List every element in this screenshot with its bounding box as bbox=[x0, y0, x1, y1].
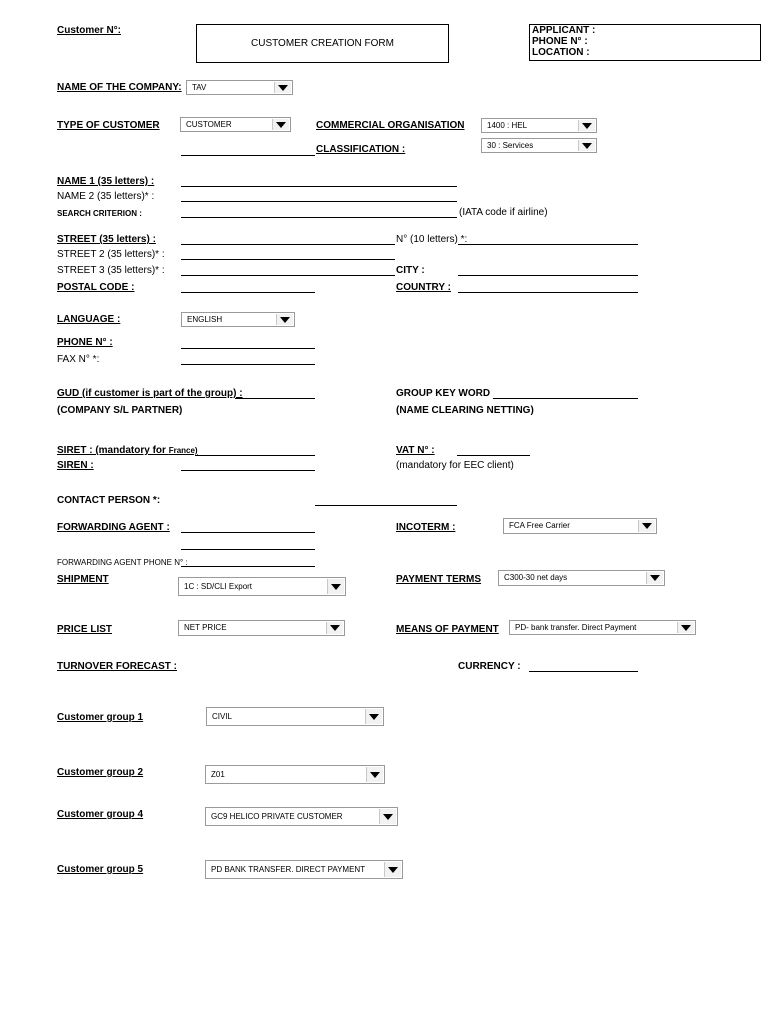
customer-group-4-value: GC9 HELICO PRIVATE CUSTOMER bbox=[211, 811, 343, 821]
chevron-down-icon[interactable] bbox=[326, 622, 343, 634]
customer-group-5-select[interactable] bbox=[205, 860, 403, 879]
means-of-payment-value: PD- bank transfer. Direct Payment bbox=[515, 622, 637, 632]
forwarding-agent-field[interactable] bbox=[181, 532, 315, 533]
customer-group-1-select[interactable] bbox=[206, 707, 384, 726]
chevron-down-icon[interactable] bbox=[274, 82, 291, 93]
name2-field[interactable] bbox=[181, 201, 457, 202]
customer-group-5-value: PD BANK TRANSFER. DIRECT PAYMENT bbox=[211, 864, 366, 874]
customer-type-select[interactable] bbox=[180, 117, 291, 132]
incoterm-label: INCOTERM : bbox=[396, 522, 456, 533]
siren-field[interactable] bbox=[181, 470, 315, 471]
street3-label: STREET 3 (35 letters)* : bbox=[57, 265, 165, 276]
forwarding-agent-phone-label: FORWARDING AGENT PHONE N° : bbox=[57, 558, 188, 567]
turnover-forecast-label: TURNOVER FORECAST : bbox=[57, 661, 177, 672]
customer-type-value: CUSTOMER bbox=[186, 119, 232, 129]
customer-number-label: Customer N°: bbox=[57, 25, 122, 36]
price-list-value: NET PRICE bbox=[184, 623, 227, 632]
gud-field[interactable] bbox=[235, 398, 315, 399]
customer-type-underline bbox=[181, 155, 315, 156]
incoterm-value: FCA Free Carrier bbox=[509, 521, 570, 530]
customer-group-2-label: Customer group 2 bbox=[57, 767, 144, 778]
partner-label: (COMPANY S/L PARTNER) bbox=[57, 405, 183, 416]
siren-label: SIREN : bbox=[57, 460, 94, 471]
name1-label: NAME 1 (35 letters) : bbox=[57, 176, 155, 187]
payment-terms-select[interactable] bbox=[498, 570, 665, 586]
siret-label bbox=[57, 445, 198, 457]
street-label: STREET (35 letters) : bbox=[57, 234, 156, 245]
search-criterion-field[interactable] bbox=[181, 217, 457, 218]
name1-field[interactable] bbox=[181, 186, 457, 187]
commercial-org-select[interactable] bbox=[481, 118, 597, 133]
company-name-select[interactable] bbox=[186, 80, 293, 95]
customer-type-label: TYPE OF CUSTOMER bbox=[57, 120, 160, 131]
classification-label: CLASSIFICATION : bbox=[316, 144, 406, 155]
name2-label: NAME 2 (35 letters)* : bbox=[57, 191, 155, 202]
forwarding-agent-phone-field[interactable] bbox=[181, 566, 315, 567]
incoterm-select[interactable] bbox=[503, 518, 657, 534]
customer-group-2-value: Z01 bbox=[211, 769, 225, 779]
group-key-word-label: GROUP KEY WORD bbox=[396, 388, 491, 399]
location-label: LOCATION : bbox=[532, 47, 590, 58]
company-name-value: TAV bbox=[192, 82, 207, 92]
forwarding-agent-label: FORWARDING AGENT : bbox=[57, 522, 170, 533]
language-label: LANGUAGE : bbox=[57, 314, 121, 325]
currency-label: CURRENCY : bbox=[458, 661, 521, 672]
street-field[interactable] bbox=[181, 244, 395, 245]
siret-field[interactable] bbox=[195, 455, 315, 456]
gud-label: GUD (if customer is part of the group) : bbox=[57, 388, 243, 399]
clearing-label: (NAME CLEARING NETTING) bbox=[396, 405, 534, 416]
form-title: CUSTOMER CREATION FORM bbox=[251, 38, 394, 49]
fax-label: FAX N° *: bbox=[57, 354, 100, 365]
street2-label: STREET 2 (35 letters)* : bbox=[57, 249, 165, 260]
chevron-down-icon[interactable] bbox=[276, 314, 293, 325]
customer-group-5-label: Customer group 5 bbox=[57, 864, 144, 875]
phone-label: PHONE N° : bbox=[532, 36, 588, 47]
street3-field[interactable] bbox=[181, 275, 395, 276]
chevron-down-icon[interactable] bbox=[379, 809, 396, 824]
payment-terms-label: PAYMENT TERMS bbox=[396, 574, 482, 585]
forwarding-agent-line2[interactable] bbox=[181, 549, 315, 550]
postal-code-label: POSTAL CODE : bbox=[57, 282, 135, 293]
country-field[interactable] bbox=[458, 292, 638, 293]
country-label: COUNTRY : bbox=[396, 282, 451, 293]
vat-note: (mandatory for EEC client) bbox=[396, 460, 514, 471]
customer-group-1-value: CIVIL bbox=[212, 711, 233, 721]
means-of-payment-label: MEANS OF PAYMENT bbox=[396, 624, 499, 635]
price-list-label: PRICE LIST bbox=[57, 624, 113, 635]
currency-field[interactable] bbox=[529, 671, 638, 672]
postal-code-field[interactable] bbox=[181, 292, 315, 293]
chevron-down-icon[interactable] bbox=[578, 140, 595, 151]
phone-number-field[interactable] bbox=[181, 348, 315, 349]
chevron-down-icon[interactable] bbox=[638, 520, 655, 532]
chevron-down-icon[interactable] bbox=[365, 709, 382, 724]
chevron-down-icon[interactable] bbox=[677, 622, 694, 633]
chevron-down-icon[interactable] bbox=[578, 120, 595, 131]
customer-group-1-label: Customer group 1 bbox=[57, 712, 144, 723]
applicant-box bbox=[529, 24, 761, 61]
chevron-down-icon[interactable] bbox=[272, 119, 289, 130]
classification-select[interactable] bbox=[481, 138, 597, 153]
city-field[interactable] bbox=[458, 275, 638, 276]
chevron-down-icon[interactable] bbox=[384, 862, 401, 877]
shipment-select[interactable] bbox=[178, 577, 346, 596]
means-of-payment-select[interactable] bbox=[509, 620, 696, 635]
search-criterion-label: SEARCH CRITERION : bbox=[57, 209, 142, 218]
commercial-org-label: COMMERCIAL ORGANISATION bbox=[316, 120, 465, 131]
language-select[interactable] bbox=[181, 312, 295, 327]
siret-label-text: SIRET : (mandatory for bbox=[57, 445, 169, 456]
street2-field[interactable] bbox=[181, 259, 395, 260]
applicant-label: APPLICANT : bbox=[532, 25, 596, 36]
price-list-select[interactable] bbox=[178, 620, 345, 636]
chevron-down-icon[interactable] bbox=[366, 767, 383, 782]
commercial-org-value: 1400 : HEL bbox=[487, 120, 528, 130]
chevron-down-icon[interactable] bbox=[327, 579, 344, 594]
vat-field[interactable] bbox=[457, 455, 530, 456]
street-number-label: N° (10 letters) *: bbox=[396, 234, 468, 245]
siret-country: France) bbox=[168, 446, 198, 455]
language-value: ENGLISH bbox=[187, 314, 223, 324]
company-name-label: NAME OF THE COMPANY: bbox=[57, 82, 182, 93]
chevron-down-icon[interactable] bbox=[646, 572, 663, 584]
shipment-value: 1C : SD/CLI Export bbox=[184, 581, 253, 591]
shipment-label: SHIPMENT bbox=[57, 574, 109, 585]
street-number-field[interactable] bbox=[458, 244, 638, 245]
contact-person-field[interactable] bbox=[315, 505, 457, 506]
city-label: CITY : bbox=[396, 265, 425, 276]
vat-label: VAT N° : bbox=[396, 445, 435, 456]
payment-terms-value: C300-30 net days bbox=[504, 573, 568, 582]
fax-field[interactable] bbox=[181, 364, 315, 365]
classification-value: 30 : Services bbox=[487, 140, 534, 150]
customer-group-4-select[interactable] bbox=[205, 807, 398, 826]
customer-group-4-label: Customer group 4 bbox=[57, 809, 144, 820]
phone-number-label: PHONE N° : bbox=[57, 337, 113, 348]
contact-person-label: CONTACT PERSON *: bbox=[57, 495, 161, 506]
group-key-word-field[interactable] bbox=[493, 398, 638, 399]
iata-note: (IATA code if airline) bbox=[459, 207, 548, 218]
form-title-box bbox=[196, 24, 449, 63]
customer-group-2-select[interactable] bbox=[205, 765, 385, 784]
